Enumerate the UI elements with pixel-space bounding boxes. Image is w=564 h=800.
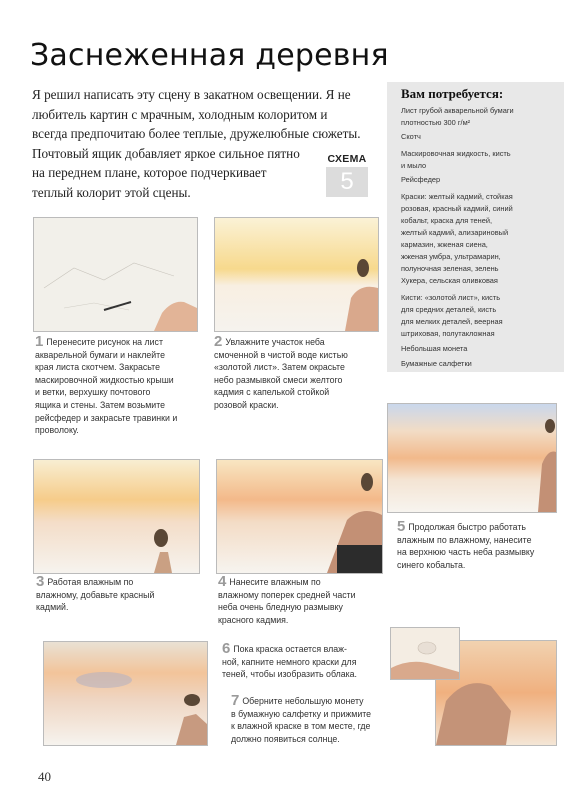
step-1-photo [33,217,198,332]
step-number: 6 [222,640,231,657]
step-number: 4 [218,573,227,590]
step-number: 1 [35,333,44,350]
intro-line: Я решил написать эту сцену в закатном освещении. Я не [32,87,351,102]
step-2-text: 2 Увлажните участок неба смоченной в чистой воде кистью «золотой лист». Затем окрасьте небо размывкой смеси желтого кадмия с капелькой стойкой розовой краски. [214,333,348,410]
step-3-text: 3 Работая влажным по влажному, добавьте красный кадмий. [36,573,155,613]
intro-line: всегда предпочитаю более теплые, дружелюбные сюжеты. [32,126,361,142]
step-7-text: 7 Оберните небольшую монету в бумажную салфетку и прижмите к влажной краске в том месте, где должно появиться солнце. [231,692,372,744]
page-number: 40 [38,769,51,784]
materials-heading: Вам потребуется: [401,86,504,101]
intro-line: теплый колорит этой сцены. [32,184,191,200]
step-number: 7 [231,692,240,709]
materials-panel [387,82,564,372]
step-number: 3 [36,573,45,590]
page-title: Заснеженная деревня [30,38,389,73]
schema-badge [325,153,369,197]
schema-label: СХЕМА [327,153,367,165]
intro-line: любитель картин с мрачным, холодным колоритом и [32,106,328,122]
intro-line: Почтовый ящик добавляет яркое сильное пятно [32,145,300,161]
step-5-text: 5 Продолжая быстро работать влажным по влажному, нанесите на верхнюю часть неба размывку синего кобальта. [397,518,535,570]
step-5-photo [387,403,557,513]
material-item: Рейсфедер [401,175,441,184]
step-6-photo [43,641,208,746]
material-item: Скотч [401,132,421,141]
step-7-inset-photo [390,627,460,680]
material-item: Бумажные салфетки [401,359,472,368]
material-item: Маскировочная жидкость, кисть и мыло [401,149,511,170]
step-1-text: 1 Перенесите рисунок на лист акварельной бумаги и наклейте края листа скотчем. Закрасьте маскировочной жидкостью крыши и ветки, верхушку почтового ящика и стены. Затем возьмите рейсфедер и закрасьте травинки и проволоку. [35,333,178,436]
step-number: 5 [397,518,406,535]
step-4-text: 4 Нанесите влажным по влажному поперек средней части неба очень бледную размывку красного кадмия. [218,573,356,625]
step-number: 2 [214,333,223,350]
material-item: Кисти: «золотой лист», кисть для средних деталей, кисть для мелких деталей, веерная штриховая, полутакложная [401,293,503,338]
schema-number: 5 [326,167,368,197]
step-6-text: 6 Пока краска остается влаж- ной, капните немного краски для теней, чтобы изобразить облака. [222,640,357,680]
intro-line: на переднем плане, которое подчеркивает [32,165,267,181]
step-2-photo [214,217,379,332]
step-3-photo [33,459,200,574]
material-item: Небольшая монета [401,344,468,353]
step-4-photo [216,459,383,574]
material-item: Лист грубой акварельной бумаги плотностью 300 г/м² [401,106,514,127]
intro-text [32,85,372,203]
material-item: Краски: желтый кадмий, стойкая розовая, красный кадмий, синий кобальт, краска для теней, желтый кадмий, ализариновый кармазин, жженая сиена, жженая умбра, ультрамарин, полуночная зеленая, зелень Хукера, сельская оливковая [401,192,513,285]
